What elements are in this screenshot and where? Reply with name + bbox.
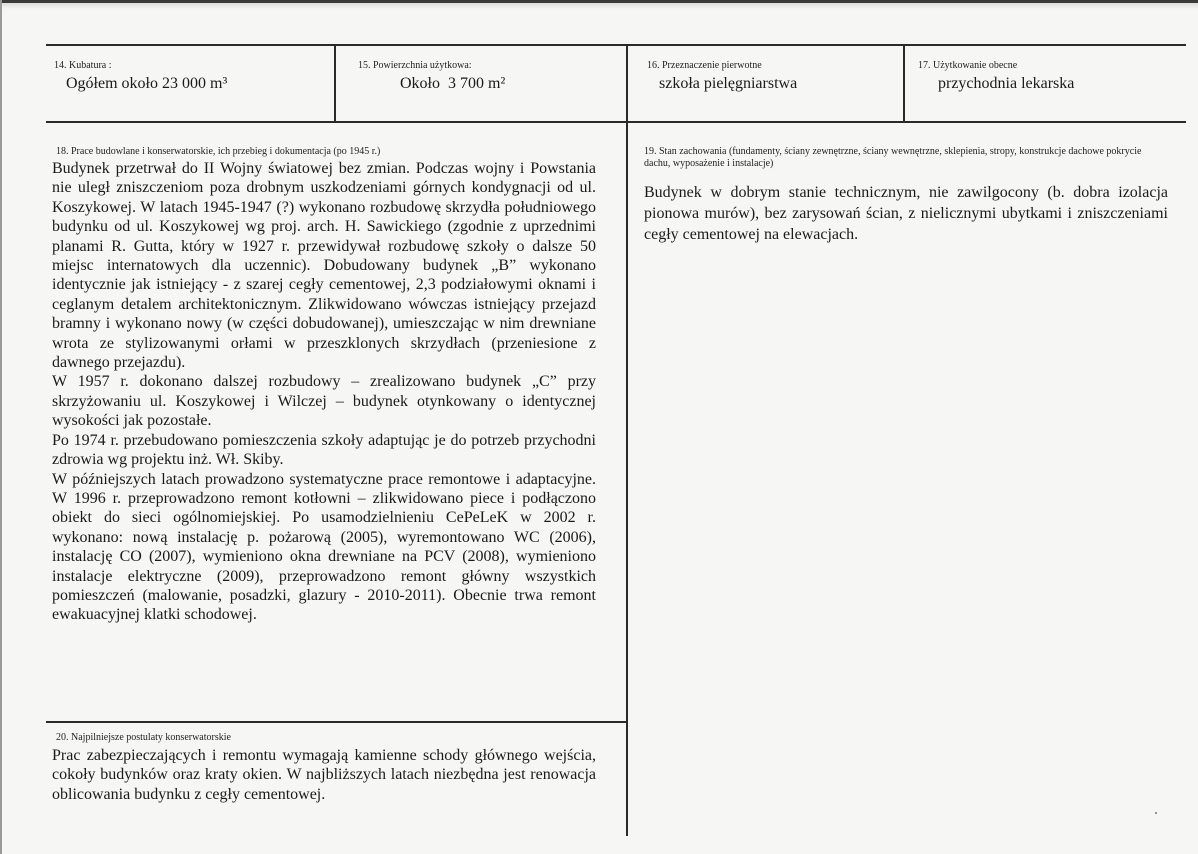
field-17-value: przychodnia lekarska — [938, 75, 1075, 92]
field-15-label: 15. Powierzchnia użytkowa: — [358, 60, 472, 71]
field-19-label: 19. Stan zachowania (fundamenty, ściany zewnętrzne, ściany wewnętrzne, sklepienia, stropy, konstrukcje dachowe pokrycie dachu, wyposażenie i instalacje) — [644, 146, 1142, 169]
field-18-paragraph: Budynek przetrwał do II Wojny światowej bez zmian. Podczas wojny i Powstania nie uległ zniszczeniom poza drobnym uszkodzeniami górnych kondygnacji od ul. Koszykowej. W latach 1945-1947 (?) wykonano rozbudowę skrzydła południowego budynku od ul. Koszykowej wg proj. arch. H. Sawickiego (zgodnie z uprzednimi planami R. Gutta, który w 1927 r. przewidywał rozbudowę szkoły o dalsze 50 miejsc internatowych dla uczennic). Dobudowany budynek „B” wykonano identycznie jak istniejący - z szarej cegły cementowej, 2,3 podziałowymi oknami i ceglanym detalem architektonicznym. Zlikwidowano wówczas istniejący przejazd bramny i wykonano nowy (w części dobudowanej), umieszczając w nim drewniane wrota ze stylizowanymi orłami w przeszklonych skrzydłach (przeniesione z dawnego przejazdu). — [52, 160, 596, 372]
field-16-value: szkoła pielęgniarstwa — [659, 75, 798, 92]
field-15-powierzchnia — [358, 60, 618, 94]
field-18-label: 18. Prace budowlane i konserwatorskie, ich przebieg i dokumentacja (po 1945 r.) — [56, 146, 381, 157]
field-18-prace-budowlane — [52, 146, 596, 625]
field-17-uzytkowanie — [918, 60, 1178, 94]
grid-line-col3 — [903, 44, 905, 122]
field-18-text — [52, 159, 596, 625]
field-18-paragraph: W 1957 r. dokonano dalszej rozbudowy – zrealizowano budynek „C” przy skrzyżowaniu ul. Koszykowej i Wilczej – budynek otynkowany o identycznej wysokości jak pozostałe. — [52, 373, 596, 430]
scan-left-edge — [0, 0, 2, 854]
grid-line-row1 — [46, 121, 1186, 123]
field-16-przeznaczenie — [647, 60, 897, 94]
field-14-value: Ogółem około 23 000 m³ — [66, 75, 228, 92]
grid-line-top — [46, 44, 1186, 46]
field-17-label: 17. Użytkowanie obecne — [918, 60, 1018, 71]
field-14-kubatura — [54, 60, 326, 94]
field-20-postulaty — [52, 732, 596, 804]
scan-shadow — [0, 3, 1198, 9]
scan-speck — [1155, 812, 1157, 814]
field-16-label: 16. Przeznaczenie pierwotne — [647, 60, 762, 71]
field-14-label: 14. Kubatura : — [54, 60, 112, 71]
field-18-paragraph: W późniejszych latach prowadzono systematyczne prace remontowe i adaptacyjne. W 1996 r. przeprowadzono remont kotłowni – zlikwidowano piece i podłączono obiekt do sieci ogólnomiejskiej. Po usamodzielnieniu CePeLeK w 2002 r. wykonano: nową instalację p. pożarową (2005), wyremontowano WC (2006), instalację CO (2007), wymieniono okna drewniane na PCV (2008), wymieniono instalacje elektryczne (2009), przeprowadzono remont główny wszystkich pomieszczeń (malowanie, posadzki, glazury - 2010-2011). Obecnie trwa remont ewakuacyjnej klatki schodowej. — [52, 470, 596, 624]
field-20-text: Prac zabezpieczających i remontu wymagają kamienne schody głównego wejścia, cokoły budynków oraz kraty okien. W najbliższych latach niezbędna jest renowacja oblicowania budynku z cegły cementowej. — [52, 747, 596, 803]
field-20-label: 20. Najpilniejsze postulaty konserwatorskie — [56, 732, 231, 743]
grid-line-col1 — [334, 44, 336, 122]
field-15-value: Około 3 700 m² — [400, 75, 506, 92]
field-19-text: Budynek w dobrym stanie technicznym, nie zawilgocony (b. dobra izolacja pionowa murów), bez zarysowań ścian, z nielicznymi ubytkami i zniszczeniami cegły cementowej na elewacjach. — [644, 184, 1168, 243]
grid-line-row2 — [46, 721, 627, 723]
field-19-stan-zachowania — [644, 146, 1168, 245]
grid-line-col2 — [626, 44, 628, 836]
field-18-paragraph: Po 1974 r. przebudowano pomieszczenia szkoły adaptując je do potrzeb przychodni zdrowia wg projektu inż. Wł. Skiby. — [52, 431, 596, 469]
